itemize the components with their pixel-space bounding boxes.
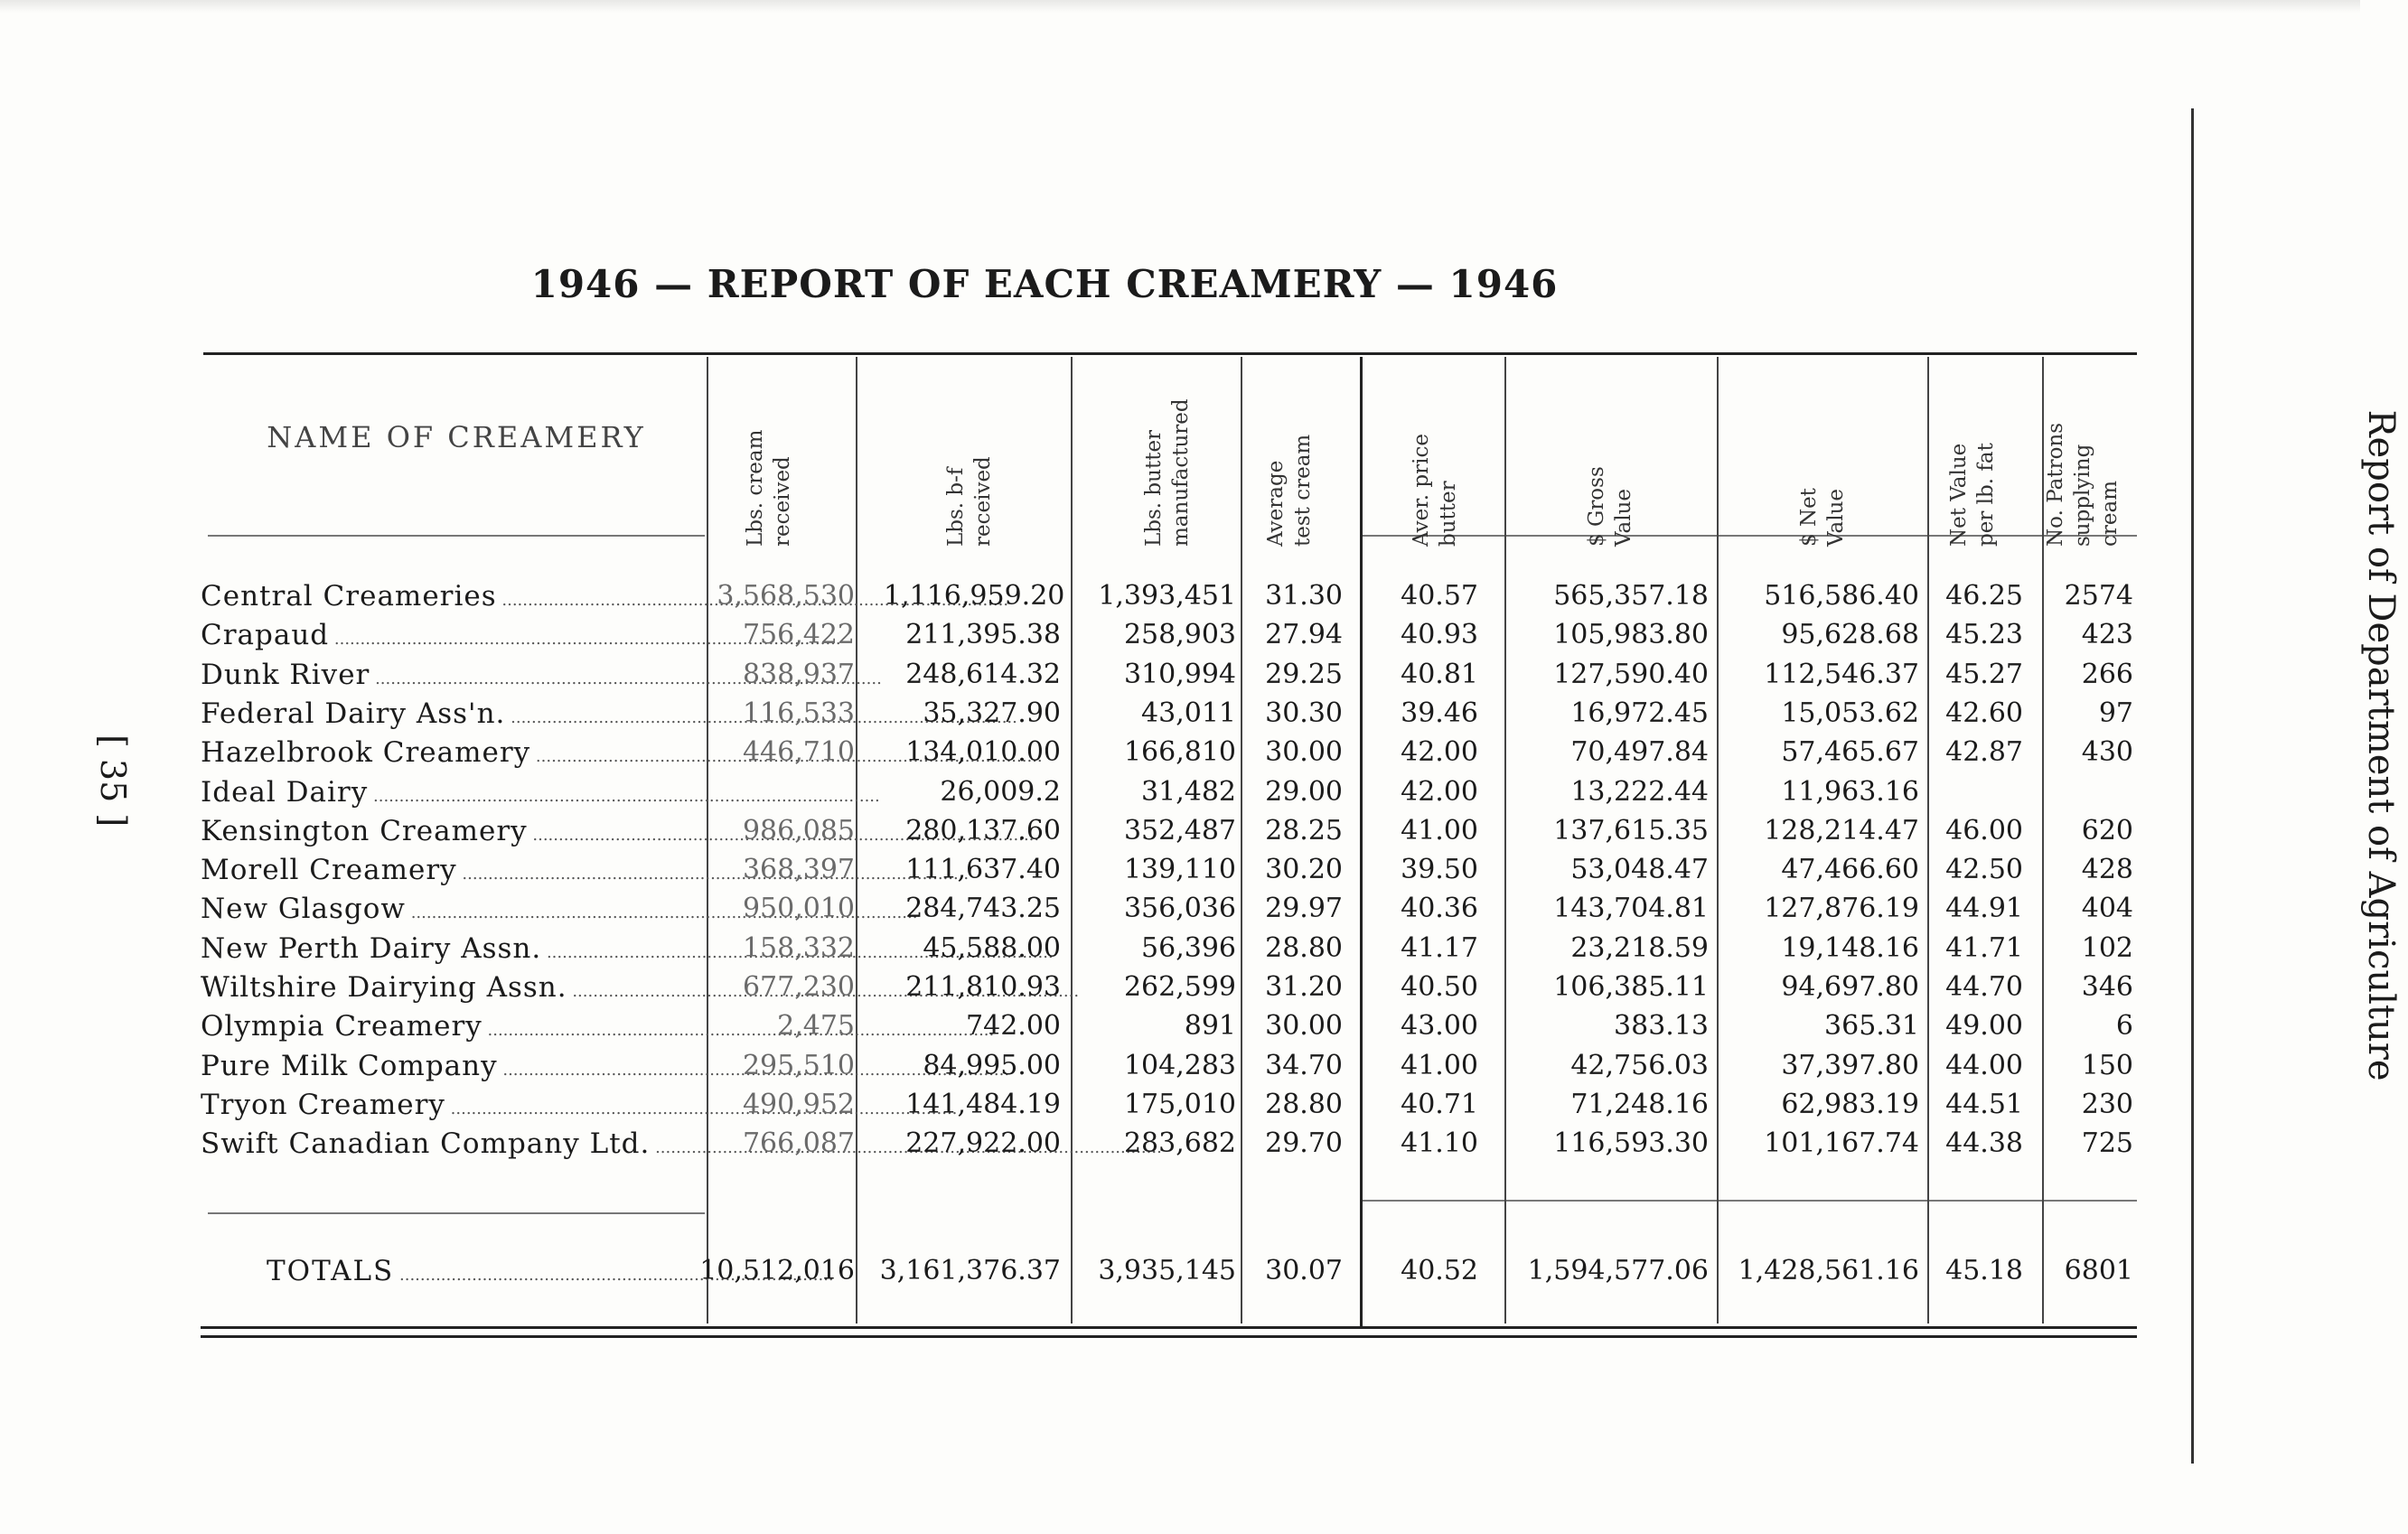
- running-side-title: Report of Department of Agriculture: [2360, 409, 2402, 1081]
- column-header-line: supplying: [2071, 444, 2094, 547]
- total-net: 1,428,561.16: [1738, 1255, 1919, 1286]
- cell-gross: 16,972.45: [1570, 697, 1709, 729]
- column-header-cream: [739, 339, 799, 547]
- cell-cream: 490,952: [742, 1088, 855, 1120]
- cell-price: 40.93: [1401, 619, 1478, 651]
- cell-butter: 356,036: [1123, 893, 1236, 925]
- column-header-price: [1405, 339, 1465, 547]
- cell-test: 29.70: [1265, 1127, 1343, 1160]
- column-header-butter: [1138, 339, 1197, 547]
- cell-gross: 105,983.80: [1553, 619, 1709, 651]
- cell-price: 40.71: [1401, 1088, 1478, 1120]
- cell-netlb: 49.00: [1945, 1010, 2023, 1043]
- cell-cream: 295,510: [742, 1049, 855, 1081]
- cell-test: 30.20: [1265, 854, 1343, 886]
- creamery-name: New Perth Dairy Assn. .....: [201, 931, 707, 967]
- cell-net: 128,214.47: [1764, 814, 1919, 847]
- total-butter: 3,935,145: [1098, 1255, 1236, 1286]
- cell-netlb: 41.71: [1945, 931, 2023, 964]
- column-header-line: received: [971, 456, 995, 547]
- cell-cream: 677,230: [742, 971, 855, 1003]
- cell-cream: 3,568,530: [717, 580, 855, 612]
- column-header-test: [1260, 339, 1319, 547]
- cell-bf: 45,588.00: [923, 931, 1061, 964]
- cell-patrons: 150: [2081, 1049, 2133, 1081]
- creamery-name: Morell Creamery .....: [201, 852, 707, 888]
- cell-bf: 134,010.00: [905, 736, 1061, 769]
- cell-bf: 1,116,959.20: [884, 580, 1065, 612]
- cell-butter: 43,011: [1141, 697, 1236, 729]
- cell-butter: 31,482: [1141, 775, 1236, 808]
- cell-cream: 446,710: [742, 736, 855, 769]
- cell-gross: 383.13: [1614, 1010, 1709, 1043]
- cell-cream: 950,010: [742, 893, 855, 925]
- column-header-line: $ Net: [1797, 488, 1821, 547]
- cell-patrons: [1956, 774, 2133, 810]
- column-header-line: received: [771, 456, 794, 547]
- creamery-name: Federal Dairy Ass'n. .....: [201, 696, 707, 732]
- cell-patrons: 266: [2081, 658, 2133, 690]
- column-header-line: Lbs. butter: [1142, 429, 1166, 547]
- cell-patrons: 620: [2081, 814, 2133, 847]
- column-header-line: butter: [1437, 481, 1460, 547]
- cell-butter: 139,110: [1123, 854, 1236, 886]
- cell-price: 42.00: [1401, 736, 1478, 769]
- cell-gross: 137,615.35: [1553, 814, 1709, 847]
- cell-bf: 284,743.25: [905, 893, 1061, 925]
- header-bottom-rule-right: [1360, 535, 2137, 537]
- cell-butter: 175,010: [1123, 1088, 1236, 1120]
- cell-price: 39.46: [1401, 697, 1478, 729]
- table-bottom-rule-double: [201, 1335, 2137, 1338]
- cell-netlb: 45.27: [1945, 658, 2023, 690]
- cell-test: 28.25: [1265, 814, 1343, 847]
- cell-patrons: 230: [2081, 1088, 2133, 1120]
- cell-test: 29.97: [1265, 893, 1343, 925]
- cell-net: 101,167.74: [1764, 1127, 1919, 1160]
- cell-gross: 127,590.40: [1553, 658, 1709, 690]
- total-gross: 1,594,577.06: [1527, 1255, 1709, 1286]
- table-bottom-rule: [201, 1326, 2137, 1329]
- cell-test: 29.00: [1265, 775, 1343, 808]
- creamery-name: Olympia Creamery .....: [201, 1008, 707, 1044]
- margin-rule: [2191, 108, 2194, 1464]
- cell-cream: 116,533: [742, 697, 855, 729]
- cell-cream: 368,397: [742, 854, 855, 886]
- page-number: [ 35 ]: [93, 734, 133, 828]
- cell-gross: 70,497.84: [1570, 736, 1709, 769]
- cell-cream: 838,937: [742, 658, 855, 690]
- cell-price: 40.50: [1401, 971, 1478, 1003]
- column-header-line: Lbs. b-f: [944, 467, 968, 547]
- cell-netlb: 42.60: [1945, 697, 2023, 729]
- creamery-name: Central Creameries .....: [201, 578, 707, 614]
- cell-test: 27.94: [1265, 619, 1343, 651]
- cell-price: 41.00: [1401, 1049, 1478, 1081]
- column-header-line: $ Gross: [1585, 466, 1608, 547]
- cell-net: 11,963.16: [1781, 775, 1919, 808]
- cell-patrons: 102: [2081, 931, 2133, 964]
- total-patrons: 6801: [2064, 1255, 2133, 1286]
- cell-price: 42.00: [1401, 775, 1478, 808]
- cell-gross: 71,248.16: [1570, 1088, 1709, 1120]
- cell-cream: 986,085: [742, 814, 855, 847]
- page-title: 1946 — REPORT OF EACH CREAMERY — 1946: [530, 262, 1559, 306]
- column-header-bf: [940, 339, 999, 547]
- cell-bf: 742.00: [966, 1010, 1061, 1043]
- cell-test: 34.70: [1265, 1049, 1343, 1081]
- cell-netlb: 44.51: [1945, 1088, 2023, 1120]
- column-header-line: Value: [1824, 489, 1848, 547]
- column-divider: [1717, 357, 1719, 1324]
- column-header-line: Aver. price: [1410, 434, 1433, 547]
- cell-gross: 143,704.81: [1553, 893, 1709, 925]
- cell-test: 28.80: [1265, 931, 1343, 964]
- cell-test: 29.25: [1265, 658, 1343, 690]
- cell-netlb: 44.00: [1945, 1049, 2023, 1081]
- creamery-name: New Glasgow .....: [201, 891, 707, 927]
- cell-net: 516,586.40: [1764, 580, 1919, 612]
- cell-net: 47,466.60: [1781, 854, 1919, 886]
- cell-gross: 565,357.18: [1553, 580, 1709, 612]
- cell-net: 112,546.37: [1764, 658, 1919, 690]
- cell-butter: 310,994: [1123, 658, 1236, 690]
- cell-net: 365.31: [1824, 1010, 1919, 1043]
- cell-test: 31.20: [1265, 971, 1343, 1003]
- cell-bf: 84,995.00: [923, 1049, 1061, 1081]
- cell-bf: 248,614.32: [905, 658, 1061, 690]
- total-netlb: 45.18: [1945, 1255, 2023, 1286]
- total-bf: 3,161,376.37: [879, 1255, 1061, 1286]
- name-of-creamery-header: NAME OF CREAMERY: [267, 420, 646, 454]
- column-header-line: per lb. fat: [1974, 443, 1998, 547]
- totals-top-rule-right: [1360, 1200, 2137, 1202]
- total-cream: 10,512,016: [699, 1255, 855, 1286]
- total-price: 40.52: [1401, 1255, 1478, 1286]
- cell-bf: 280,137.60: [905, 814, 1061, 847]
- cell-netlb: 46.25: [1945, 580, 2023, 612]
- creamery-name: Crapaud .....: [201, 617, 707, 653]
- cell-bf: 111,637.40: [905, 854, 1061, 886]
- column-header-line: test cream: [1291, 434, 1315, 547]
- cell-bf: 35,327.90: [923, 697, 1061, 729]
- cell-cream: 756,422: [742, 619, 855, 651]
- cell-gross: 23,218.59: [1570, 931, 1709, 964]
- cell-patrons: 725: [2081, 1127, 2133, 1160]
- creamery-name: Ideal Dairy .....: [201, 774, 707, 810]
- cell-price: 41.17: [1401, 931, 1478, 964]
- column-divider: [1504, 357, 1506, 1324]
- creamery-name: Hazelbrook Creamery .....: [201, 734, 707, 771]
- cell-test: 30.00: [1265, 736, 1343, 769]
- creamery-name: Tryon Creamery .....: [201, 1087, 707, 1123]
- cell-butter: 56,396: [1141, 931, 1236, 964]
- column-header-line: Net Value: [1947, 443, 1971, 547]
- cell-patrons: 404: [2081, 893, 2133, 925]
- header-bottom-rule: [208, 535, 705, 537]
- total-test: 30.07: [1265, 1255, 1343, 1286]
- cell-gross: 106,385.11: [1553, 971, 1709, 1003]
- cell-netlb: 44.70: [1945, 971, 2023, 1003]
- cell-netlb: 44.38: [1945, 1127, 2023, 1160]
- cell-patrons: 430: [2081, 736, 2133, 769]
- cell-cream: 158,332: [742, 931, 855, 964]
- cell-price: 40.36: [1401, 893, 1478, 925]
- cell-bf: 211,395.38: [905, 619, 1061, 651]
- cell-butter: 1,393,451: [1098, 580, 1236, 612]
- cell-patrons: 97: [2098, 697, 2133, 729]
- cell-patrons: 346: [2081, 971, 2133, 1003]
- creamery-name: Pure Milk Company .....: [201, 1048, 707, 1084]
- cell-test: 30.30: [1265, 697, 1343, 729]
- cell-gross: 53,048.47: [1570, 854, 1709, 886]
- column-header-netlb: [1943, 339, 2002, 547]
- cell-net: 127,876.19: [1764, 893, 1919, 925]
- creamery-name: Wiltshire Dairying Assn. .....: [201, 969, 707, 1006]
- cell-net: 62,983.19: [1781, 1088, 1919, 1120]
- cell-bf: 211,810.93: [905, 971, 1061, 1003]
- cell-bf: 227,922.00: [905, 1127, 1061, 1160]
- cell-price: 40.81: [1401, 658, 1478, 690]
- totals-top-rule: [208, 1212, 705, 1214]
- column-header-gross: [1580, 339, 1640, 547]
- cell-gross: 116,593.30: [1553, 1127, 1709, 1160]
- cell-test: 31.30: [1265, 580, 1343, 612]
- cell-butter: 166,810: [1123, 736, 1236, 769]
- cell-patrons: 423: [2081, 619, 2133, 651]
- column-header-line: No. Patrons: [2044, 422, 2067, 547]
- scan-edge-shadow: [0, 0, 2360, 13]
- cell-butter: 262,599: [1123, 971, 1236, 1003]
- creamery-name: Swift Canadian Company Ltd. .....: [201, 1126, 707, 1162]
- column-header-line: Value: [1612, 489, 1635, 547]
- cell-netlb: 42.50: [1945, 854, 2023, 886]
- column-header-line: Lbs. cream: [744, 429, 767, 547]
- column-header-line: manufactured: [1169, 398, 1193, 547]
- cell-gross: 42,756.03: [1570, 1049, 1709, 1081]
- cell-netlb: 46.00: [1945, 814, 2023, 847]
- cell-patrons: 2574: [2064, 580, 2133, 612]
- column-header-net: [1793, 339, 1852, 547]
- cell-netlb: 42.87: [1945, 736, 2023, 769]
- cell-butter: 891: [1184, 1010, 1236, 1043]
- column-header-line: cream: [2098, 480, 2122, 547]
- cell-bf: 26,009.2: [940, 775, 1061, 808]
- cell-netlb: 45.23: [1945, 619, 2023, 651]
- cell-price: 41.10: [1401, 1127, 1478, 1160]
- cell-net: 94,697.80: [1781, 971, 1919, 1003]
- column-header-line: Average: [1264, 460, 1288, 547]
- cell-butter: 283,682: [1123, 1127, 1236, 1160]
- cell-net: 95,628.68: [1781, 619, 1919, 651]
- totals-label: TOTALS .....: [267, 1251, 705, 1291]
- cell-net: 19,148.16: [1781, 931, 1919, 964]
- cell-cream: [678, 774, 855, 810]
- cell-butter: 352,487: [1123, 814, 1236, 847]
- creamery-name: Dunk River .....: [201, 657, 707, 693]
- cell-cream: 766,087: [742, 1127, 855, 1160]
- cell-price: 43.00: [1401, 1010, 1478, 1043]
- cell-patrons: 6: [2115, 1010, 2133, 1043]
- cell-netlb: 44.91: [1945, 893, 2023, 925]
- cell-net: 15,053.62: [1781, 697, 1919, 729]
- cell-price: 41.00: [1401, 814, 1478, 847]
- cell-test: 28.80: [1265, 1088, 1343, 1120]
- cell-butter: 104,283: [1123, 1049, 1236, 1081]
- cell-net: 57,465.67: [1781, 736, 1919, 769]
- cell-test: 30.00: [1265, 1010, 1343, 1043]
- cell-cream: 2,475: [777, 1010, 855, 1043]
- cell-patrons: 428: [2081, 854, 2133, 886]
- cell-butter: 258,903: [1123, 619, 1236, 651]
- cell-bf: 141,484.19: [905, 1088, 1061, 1120]
- cell-net: 37,397.80: [1781, 1049, 1919, 1081]
- cell-price: 39.50: [1401, 854, 1478, 886]
- cell-gross: 13,222.44: [1570, 775, 1709, 808]
- cell-price: 40.57: [1401, 580, 1478, 612]
- column-header-patrons: [2044, 339, 2122, 547]
- creamery-name: Kensington Creamery .....: [201, 813, 707, 849]
